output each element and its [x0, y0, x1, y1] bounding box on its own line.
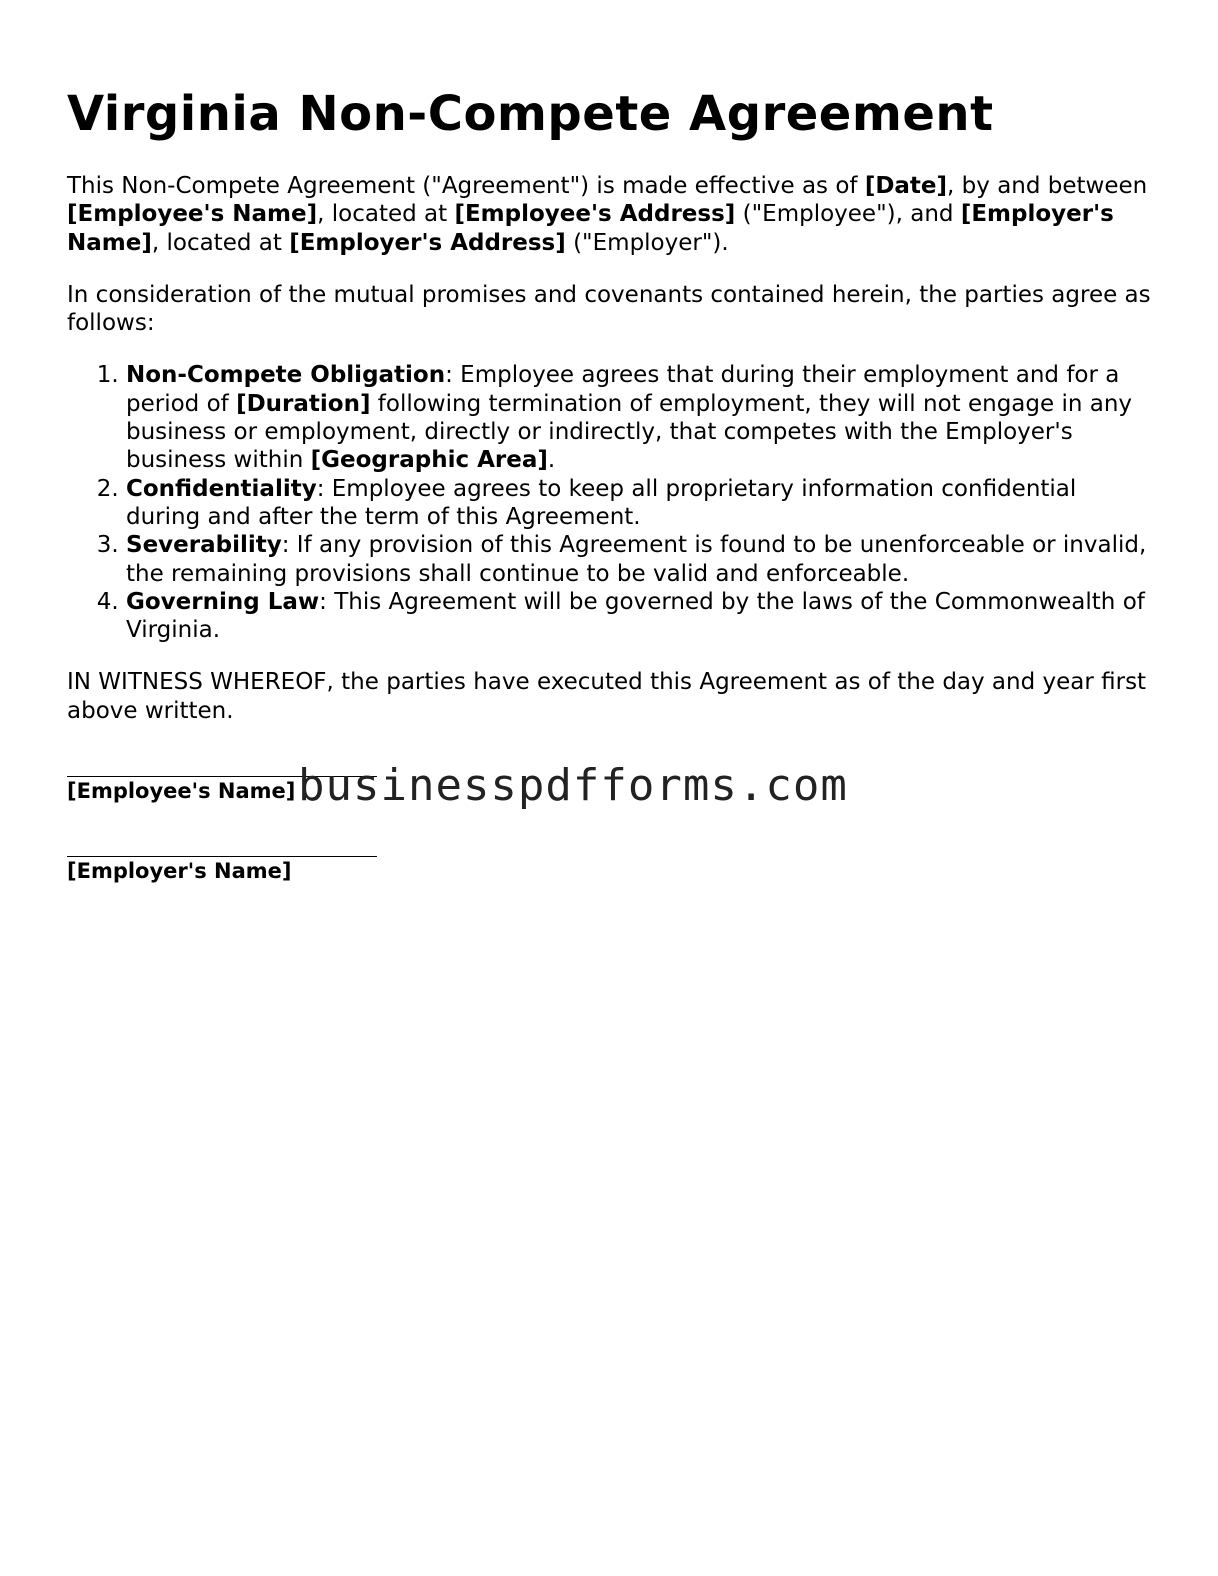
employer-signature-line[interactable]	[67, 856, 377, 857]
employee-name-placeholder: [Employee's Name]	[67, 201, 318, 228]
clause-heading: Governing Law	[126, 588, 320, 615]
clause-heading: Severability	[126, 532, 282, 559]
clause-text: : This Agreement will be governed by the laws of the Commonwealth of Virginia.	[126, 588, 1145, 644]
employer-name-placeholder: [Employer's Name]	[67, 201, 1114, 256]
intro-paragraph	[67, 172, 1157, 257]
clause-non-compete	[126, 361, 1157, 474]
duration-placeholder: [Duration]	[236, 390, 371, 417]
employer-address-placeholder: [Employer's Address]	[289, 229, 566, 256]
date-placeholder: [Date]	[864, 173, 948, 199]
clause-text: : If any provision of this Agreement is found to be unenforceable or invalid, the remaining provisions shall continue to be valid and enforceable.	[126, 532, 1147, 587]
clause-text: : Employee agrees to keep all proprietary information confidential during and after the term of this Agreement.	[126, 475, 1077, 530]
intro-text-4: ("Employee"), and	[735, 201, 961, 228]
watermark: businesspdfforms.com	[298, 760, 848, 811]
employer-signature-label: [Employer's Name]	[67, 859, 292, 883]
intro-text-2: , by and between	[947, 173, 1148, 199]
clause-text: following termination of employment, they will not engage in any business or employment, directly or indirectly, that competes with the Employer's business within	[126, 390, 1133, 474]
clause-severability	[126, 531, 1157, 588]
employer-signature-block	[67, 856, 377, 884]
witness-paragraph: IN WITNESS WHEREOF, the parties have executed this Agreement as of the day and year first above written.	[67, 669, 1147, 724]
geographic-area-placeholder: [Geographic Area]	[310, 447, 548, 474]
clause-heading: Confidentiality	[126, 475, 317, 502]
consideration-paragraph: In consideration of the mutual promises and covenants contained herein, the parties agree as follows:	[67, 281, 1151, 337]
clause-text: .	[547, 447, 556, 474]
intro-text-3: , located at	[317, 201, 455, 228]
clause-governing-law	[126, 588, 1157, 645]
clause-list	[67, 361, 1157, 644]
employee-address-placeholder: [Employee's Address]	[454, 201, 736, 228]
intro-text-1: This Non-Compete Agreement ("Agreement") is made effective as of	[67, 173, 865, 199]
clause-heading: Non-Compete Obligation	[126, 362, 446, 389]
document-title: Virginia Non-Compete Agreement	[67, 86, 994, 142]
intro-text-6: ("Employer").	[565, 229, 729, 256]
document-page	[67, 78, 1157, 725]
clause-confidentiality	[126, 475, 1157, 532]
employee-signature-label: [Employee's Name]	[67, 779, 296, 803]
intro-text-5: , located at	[151, 229, 290, 256]
clause-text: : Employee agrees that during their employment and for a period of	[126, 362, 1120, 417]
